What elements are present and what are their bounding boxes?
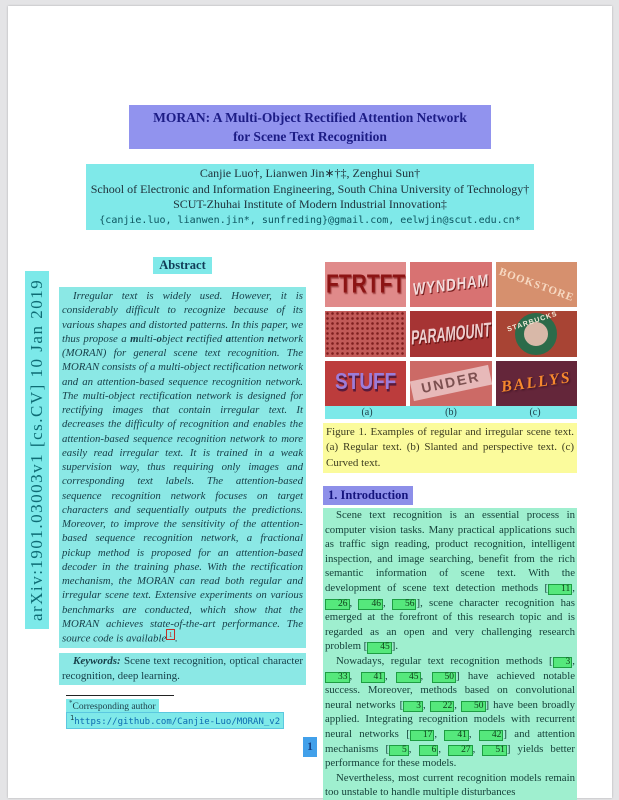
citation-link[interactable]: 56 [392, 599, 417, 611]
citation-link[interactable]: 50 [432, 672, 457, 684]
abstract-body: Irregular text is widely used. However, it is considerably difficult to recognize because of its various shapes and distorted patterns. In this paper, we thus propose a multi-object rectified attention network (MORAN) for general scene text recognition. The MORAN consists of a multi-object rectification network and an attention-based sequence recognition network. The multi-object rectification network is designed for rectifying images that contain irregular text. It decreases the difficulty of recognition and enables the attention-based sequence recognition network to more easily read irregular text. It is trained in a weak supervision way, thus requiring only images and corresponding text labels. The attention-based sequence recognition network focuses on target characters and sequentially outputs the predictions. Moreover, to improve the sensitivity of the attention-based sequence recognition network, a fractional pickup method is proposed for an attention-based decoder in the training phase. With the rectification mechanism, the MORAN can read both regular and irregular scene text. Extensive experiments on various benchmarks are conducted, which show that the MORAN achieves state-of-the-art performance. The source code is available $^1$ . [59, 287, 306, 648]
citation-link[interactable]: 5 [389, 745, 409, 757]
figure-image-under-b3 [410, 361, 491, 406]
figure-1-image-grid [325, 262, 577, 406]
citation-link[interactable]: 22 [430, 701, 455, 713]
scene-text-b3: UNDER [419, 368, 482, 397]
intro-paragraph-2: Nowadays, regular text recognition methods [ 3 , 33 , 41 , 45 , 50 ] have achieved notable success. Moreover, methods based on convolutional neural networks [ 3 , 22 , 50 ] have been broadly applied. Integrating recognition models with recurrent neural networks [ 17 , 41 , 42 ] and attention mechanisms [ 5 , 6 , 27 , 51 ] yields better performance for these models. [325, 654, 575, 770]
scene-text-a1: FTRTFT [326, 269, 406, 299]
citation-link[interactable]: 41 [444, 730, 469, 742]
citation-link[interactable]: 3 [403, 701, 423, 713]
author-names: Canjie Luo†, Lianwen Jin∗†‡, Zenghui Sun† [199, 166, 421, 180]
subcaption-a: (a) [361, 407, 373, 418]
paper-title-line1: MORAN: A Multi-Object Rectified Attention Network [153, 110, 467, 125]
citation-link[interactable]: 27 [448, 745, 473, 757]
citation-link[interactable]: 17 [410, 730, 435, 742]
paper-title [129, 105, 491, 149]
figure-image-curved-c1 [496, 262, 577, 307]
citation-link[interactable]: 51 [482, 745, 507, 757]
keywords-label: Keywords: [73, 655, 121, 667]
figure-subcaption-labels [325, 406, 577, 419]
citation-link[interactable]: 45 [396, 672, 421, 684]
citation-link[interactable]: 41 [361, 672, 386, 684]
figure-image-ballys-c3 [496, 361, 577, 406]
figure-image-regular-a1 [325, 262, 406, 307]
page-number: 1 [303, 737, 317, 757]
figure-1-caption: Figure 1. Examples of regular and irregular scene text. (a) Regular text. (b) Slanted and perspective text. (c) Curved text. [323, 423, 577, 473]
keywords-text: Scene text recognition, optical character recognition, deep learning. [62, 655, 303, 682]
citation-link[interactable]: 33 [325, 672, 350, 684]
scene-text-c1: BOOKSTORE [497, 265, 576, 304]
figure-image-stuff-a3 [325, 361, 406, 406]
abstract-heading-wrap [60, 256, 305, 274]
introduction-heading-wrap [323, 486, 413, 505]
figure-image-starbucks-c2 [496, 311, 577, 356]
subcaption-c: (c) [529, 407, 541, 418]
citation-link[interactable]: 6 [419, 745, 439, 757]
footnote-url-marker: 1 [70, 714, 75, 722]
github-link[interactable]: https://github.com/Canjie-Luo/MORAN_v2 [74, 717, 281, 727]
scene-text-c3: BALLYS [499, 369, 573, 397]
footnote-corresponding [66, 699, 159, 712]
scene-text-a3: STUFF [335, 370, 397, 396]
footnote-ref-link[interactable]: 1 [166, 629, 175, 640]
under-banner [410, 365, 491, 401]
footnote-url [66, 712, 284, 729]
citation-link[interactable]: 42 [479, 730, 504, 742]
abstract-heading: Abstract [153, 257, 212, 274]
citation-link[interactable]: 11 [548, 584, 572, 596]
scene-text-b1: WYNDHAM [412, 270, 490, 300]
section-heading-introduction: 1. Introduction [323, 486, 413, 505]
citation-link[interactable]: 3 [553, 657, 573, 669]
footnote-divider [66, 695, 174, 696]
intro-paragraph-3: Nevertheless, most current recognition models remain too unstable to handle multiple disturbances [325, 771, 575, 799]
figure-image-perspective-b2 [410, 311, 491, 356]
paper-title-line2: for Scene Text Recognition [233, 129, 387, 144]
citation-link[interactable]: 50 [461, 701, 486, 713]
keywords-line [59, 653, 306, 685]
citation-link[interactable]: 45 [367, 642, 392, 654]
author-block [86, 164, 534, 230]
subcaption-b: (b) [445, 407, 457, 418]
citation-link[interactable]: 26 [325, 599, 350, 611]
scene-text-c2: STARBUCKS [506, 311, 559, 335]
paper-page [8, 6, 612, 798]
arxiv-sidebar-stamp: arXiv:1901.03003v1 [cs.CV] 10 Jan 2019 [25, 271, 49, 629]
affiliation-2: SCUT-Zhuhai Institute of Modern Industrial Innovation‡ [173, 197, 447, 211]
scene-text-b2: PARAMOUNT [410, 318, 492, 350]
footnote-star-marker: * [69, 699, 73, 707]
citation-link[interactable]: 46 [358, 599, 383, 611]
author-emails: {canjie.luo, lianwen.jin*, sunfreding}@gmail.com, eelwjin@scut.edu.cn* [99, 214, 521, 226]
footnote-corresponding-text: Corresponding author [72, 702, 156, 713]
figure-image-slanted-b1 [410, 262, 491, 307]
figure-image-dotmatrix-a2 [325, 311, 406, 356]
introduction-body [323, 508, 577, 800]
affiliation-1: School of Electronic and Information Engineering, South China University of Technology† [90, 181, 530, 196]
intro-paragraph-1: Scene text recognition is an essential process in computer vision tasks. Many practical applications such as traffic sign reading, product recognition, intelligent inspection, and image searching, benefit from the rich semantic information of scene text. With the development of scene text detection methods [ 11 , 26 , 46 , 56 ], scene character recognition has emerged at the forefront of this research topic and is regarded as an open and very challenging research problem [ 45 ]. [325, 509, 575, 653]
